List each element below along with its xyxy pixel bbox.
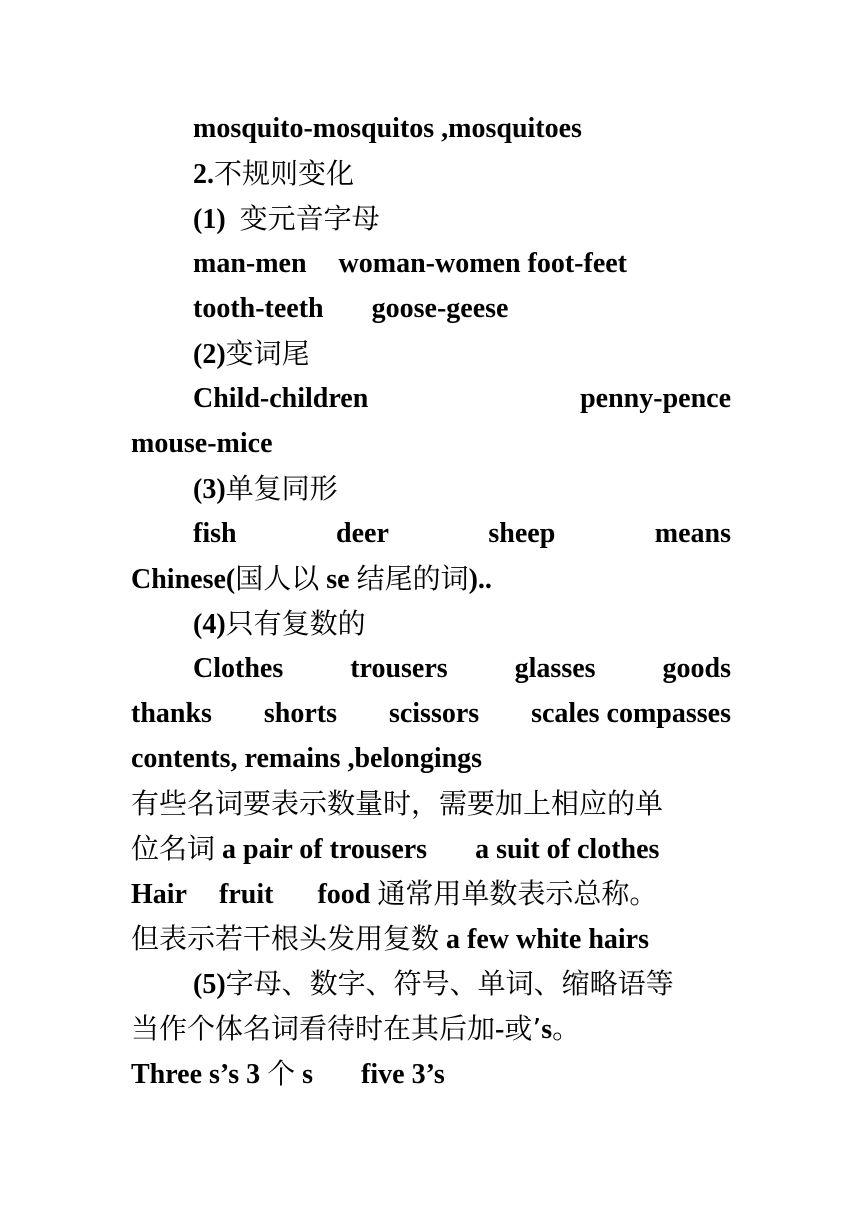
text-line-individual-nouns: [131, 1006, 731, 1051]
text-segment: a pair of trousers: [215, 834, 428, 865]
subheading-4-number: (4): [193, 609, 226, 640]
subheading-1-text: 变元音字母: [239, 202, 380, 235]
text-segment-cjk: 有些名词要表示数量时，需要加上相应的单: [131, 787, 664, 820]
text-line-chinese: [131, 556, 731, 601]
text-line-note-quantity: [131, 781, 731, 826]
text-segment-cjk: 结尾的词: [356, 562, 469, 595]
example-word: glasses: [514, 653, 596, 684]
example-word: trousers: [350, 653, 448, 684]
text-segment: -: [495, 1014, 505, 1045]
text-segment: s: [541, 1014, 553, 1045]
subheading-5-number: (5): [193, 969, 226, 1000]
subheading-5: [193, 961, 731, 1006]
text-line-man-men: [193, 241, 731, 286]
text-line-mosquito: [193, 106, 731, 151]
example-word: scissors: [388, 698, 480, 729]
text-segment: a few white hairs: [439, 924, 649, 955]
text-line-tooth-teeth: [193, 286, 731, 331]
text-segment: Hair: [131, 879, 187, 910]
heading-irregular-change: [193, 151, 731, 196]
subheading-3: [193, 466, 731, 511]
subheading-1: [193, 196, 731, 241]
example-word: scales compasses: [531, 698, 731, 729]
example-word: shorts: [263, 698, 337, 729]
text-segment-cjk: 国人以: [235, 562, 320, 595]
subheading-5-text: 字母、数字、符号、单词、缩略语等: [225, 967, 674, 1000]
text-segment: Three s’s 3: [131, 1059, 268, 1090]
text-segment: food: [317, 879, 378, 910]
text-line-clothes: [193, 646, 731, 691]
text-segment-cjk: 但表示若干根头发用复数: [131, 922, 440, 955]
heading-number: 2.: [193, 159, 214, 190]
text-mosquito: mosquito-mosquitos ,mosquitoes: [193, 113, 582, 144]
example-word: deer: [336, 518, 389, 549]
example-word: goose-geese: [371, 293, 509, 324]
subheading-4: [193, 601, 731, 646]
heading-text: 不规则变化: [214, 157, 355, 190]
subheading-2-number: (2): [193, 339, 226, 370]
subheading-3-number: (3): [193, 474, 226, 505]
example-word: thanks: [131, 698, 212, 729]
example-word: contents, remains ,belongings: [131, 743, 483, 774]
text-line-fish-deer: [193, 511, 731, 556]
text-segment: five 3’s: [361, 1059, 445, 1090]
text-segment-cjk: 个: [267, 1057, 296, 1090]
example-word: mouse-mice: [131, 428, 273, 459]
subheading-2: [193, 331, 731, 376]
text-line-thanks: [131, 691, 731, 736]
subheading-1-number: (1): [193, 204, 226, 235]
example-word: sheep: [488, 518, 556, 549]
text-segment-cjk: 当作个体名词看待时在其后加: [131, 1012, 496, 1045]
text-line-hairs: [131, 916, 731, 961]
example-word: man-men: [193, 248, 307, 279]
text-line-unit-nouns: [131, 826, 731, 871]
text-segment: fruit: [219, 879, 274, 910]
text-line-three-s: [131, 1051, 731, 1096]
example-word: Child-children: [193, 383, 369, 414]
subheading-4-text: 只有复数的: [225, 607, 366, 640]
text-line-hair-fruit: [131, 871, 731, 916]
text-segment: Chinese(: [131, 564, 236, 595]
example-word: fish: [193, 518, 237, 549]
example-word: goods: [662, 653, 731, 684]
subheading-3-text: 单复同形: [225, 472, 338, 505]
example-word: means: [654, 518, 731, 549]
example-word: Clothes: [193, 653, 284, 684]
text-line-child-children: [193, 376, 731, 421]
text-segment: se: [319, 564, 357, 595]
example-word: tooth-teeth: [193, 293, 324, 324]
text-segment-cjk: 通常用单数表示总称。: [377, 877, 658, 910]
text-line-contents: [131, 736, 731, 781]
text-segment: )..: [468, 564, 492, 595]
subheading-2-text: 变词尾: [225, 337, 310, 370]
text-line-mouse-mice: [131, 421, 731, 466]
text-segment-cjk: 。: [552, 1012, 581, 1045]
example-word: penny-pence: [580, 383, 731, 414]
example-word: woman-women foot-feet: [338, 248, 628, 279]
text-segment-cjk: 位名词: [131, 832, 216, 865]
text-segment: a suit of clothes: [475, 834, 660, 865]
text-segment: s: [295, 1059, 314, 1090]
text-segment-cjk: 或’: [504, 1012, 542, 1045]
